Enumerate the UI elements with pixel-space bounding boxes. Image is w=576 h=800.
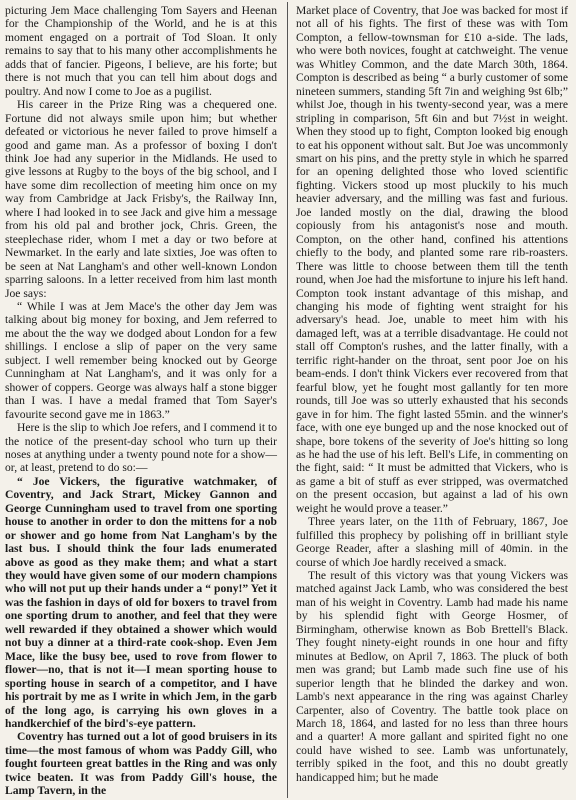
column-divider: [287, 2, 288, 798]
left-column: [5, 4, 277, 798]
paragraph: Three years later, on the 11th of February, 1867, Joe fulfilled this prophecy by polishing off in brilliant style George Reader, after a slashing mill of 40min. in the course of which Joe hardly received a smack.: [296, 515, 568, 569]
right-column: [296, 4, 568, 784]
paragraph: “ While I was at Jem Mace's the other day Jem was talking about big money for boxing, and Jem referred to me about the the way we dodged about London for a few shillings. I enclose a slip of paper on the very same subject. I well remember being knocked out by George Cunningham at Nat Langham's, and it was only for a shower of coppers. George was always half a stone bigger than I was. I have a medal framed that Tom Sayer's favourite second gave me in 1863.”: [5, 299, 277, 421]
paragraph: The result of this victory was that young Vickers was matched against Jack Lamb, who was considered the best man of his weight in Coventry. Lamb had made his name by his splendid fight with George Hosmer, of Birmingham, otherwise known as Bob Brettell's Black. They fought ninety-eight rounds in one hour and fifty minutes at Bedlow, on April 7, 1863. The pluck of both men was grand; but Lamb made such fine use of his superior length that he blinded the darkey and won. Lamb's next appearance in the ring was against Charley Carpenter, also of Coventry. The battle took place on March 18, 1864, and lasted for no less than three hours and a quarter! A more gallant and spirited fight no one could have wished to see. Lamb was unfortunately, terribly spiked in the foot, and this no doubt greatly handicapped him; but he made: [296, 569, 568, 784]
paragraph: “ Joe Vickers, the figurative watchmaker, of Coventry, and Jack Strart, Mickey Gannon and George Cunningham used to travel from one sporting house to another in order to don the mittens for a nob or shower and go home from Nat Langham's by the last bus. I should think the four lads enumerated above as good as they make them; and what a start they would have given some of our modern champions who will not put up their hands under a “ pony!” Yet it was the fashion in days of old for boxers to travel from one sporting drum to another, and feel that they were well rewarded if they obtained a shower which would not buy a dinner at a third-rate cook-shop. Even Jem Mace, like the busy bee, used to rove from flower to flower—no, that is not it—I mean sporting house to sporting house in search of a competitor, and I have his portrait by me as I write in which Jem, in the garb of the long ago, is carrying his own gloves in a handkerchief of the bird's-eye pattern.: [5, 474, 277, 731]
paragraph: Here is the slip to which Joe refers, and I commend it to the notice of the present-day school who turn up their noses at anything under a twenty pound note for a show—or, at least, pretend to do so:—: [5, 421, 277, 475]
paragraph: His career in the Prize Ring was a chequered one. Fortune did not always smile upon him; but whether defeated or victorious he never failed to prove himself a good and game man. As a professor of boxing I don't think Joe had any superior in the Midlands. He used to give lessons at Rugby to the boys of the big school, and I have some dim recollection of meeting him once on my way from Cambridge at Jack Frisby's, the Railway Inn, where I had looked in to see Jack and give him a message from his old pal and brother jock, Chris. Green, the steeplechase rider, whom I met a day or two before at Newmarket. In the early and late sixties, Joe was often to be seen at Nat Langham's and other well-known London sparring saloons. In a letter received from him last month Joe says:: [5, 98, 277, 300]
paragraph: Coventry has turned out a lot of good bruisers in its time—the most famous of whom was Paddy Gill, who fought fourteen great battles in the Ring and was only twice beaten. It was from Paddy Gill's house, the Lamp Tavern, in the: [5, 730, 277, 798]
paragraph: Market place of Coventry, that Joe was backed for most if not all of his fights. The first of these was with Tom Compton, a fellow-townsman for £10 a-side. The lads, who were both novices, fought at catchweight. The venue was Whitley Common, and the date March 30th, 1864. Compton is described as being “ a burly customer of some nineteen summers, standing 5ft 7in and weighing 9st 6lb;” whilst Joe, though in his twenty-second year, was a mere stripling in comparison, 5ft 6in and but 7½st in weight. When they stood up to fight, Compton looked big enough to eat his opponent without salt. But Joe was uncommonly smart on his pins, and the pretty style in which he sparred for an opening delighted those who loved scientific fighting. Vickers stood up most pluckily to his much heavier adversary, and the milling was fast and furious. Joe landed mostly on the dial, drawing the blood copiously from his antagonist's nose and mouth. Compton, on the other hand, confined his attentions chiefly to the body, and planted some rare rib-roasters. There was little to choose between them till the tenth round, when Joe had the misfortune to injure his left hand. Compton took instant advantage of this mishap, and changing his mode of fighting went straight for his adversary's head. Joe, unable to meet him with his damaged left, was at a terrible disadvantage. He could not stall off Compton's rushes, and the latter finally, with a terrific right-hander on the throat, sent poor Joe on his beam-ends. I don't think Vickers ever recovered from that fearful blow, yet he fought most gallantly for ten more rounds, till Joe was so utterly exhausted that his seconds gave in for him. The fight lasted 55min. and the winner's face, with one eye bunged up and the nose knocked out of shape, bore tokens of the severity of Joe's hitting so long as he had the use of his left. Bell's Life, in commenting on the fight, said: “ It must be admitted that Vickers, who is as game a bit of stuff as ever stripped, was overmatched on the present occasion, but against a lad of his own weight he would prove a teaser.”: [296, 4, 568, 515]
paragraph: picturing Jem Mace challenging Tom Sayers and Heenan for the Championship of the World, and he is at this moment engaged on a portrait of Tod Sloan. It only remains to say that to his many other accomplishments he adds that of fancier. Pigeons, I believe, are his forte; but there is not much that you can tell him about dogs and poultry. And now I come to Joe as a pugilist.: [5, 4, 277, 98]
